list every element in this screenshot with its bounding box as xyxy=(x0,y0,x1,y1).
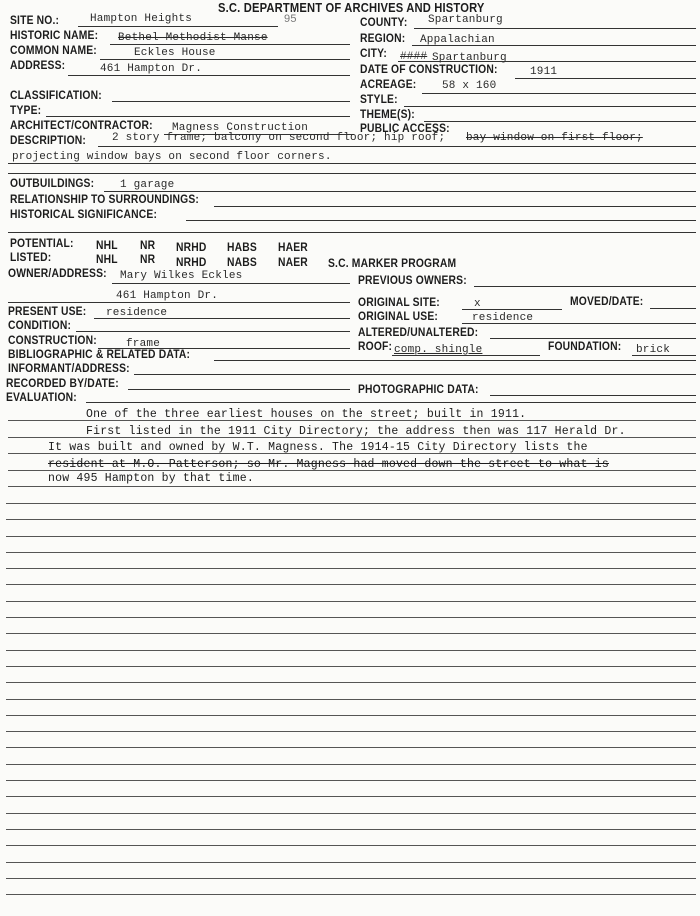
address-line xyxy=(68,75,350,76)
date-construction-value: 1911 xyxy=(530,66,558,78)
relationship-label: RELATIONSHIP TO SURROUNDINGS: xyxy=(10,192,200,206)
foundation-value: brick xyxy=(636,344,671,356)
ruled-line xyxy=(6,536,696,537)
evaluation-text-line-5: now 495 Hampton by that time. xyxy=(48,472,254,485)
handwritten-note: 95 xyxy=(284,13,297,25)
site-no-value: Hampton Heights xyxy=(90,13,193,25)
listed-nrhd: NRHD xyxy=(176,255,207,269)
page-title: S.C. DEPARTMENT OF ARCHIVES AND HISTORY xyxy=(218,0,485,15)
description-line-2: projecting window bays on second floor corners. xyxy=(12,151,332,163)
region-line xyxy=(412,45,696,46)
description-line-1-struck: bay window on first floor; xyxy=(466,132,643,144)
ruled-line xyxy=(8,453,696,454)
region-value: Appalachian xyxy=(420,34,495,46)
evaluation-line xyxy=(86,402,696,403)
ruled-line xyxy=(6,731,696,732)
historical-significance-label: HISTORICAL SIGNIFICANCE: xyxy=(10,207,158,221)
ruled-line xyxy=(6,552,696,553)
acreage-line xyxy=(422,93,696,94)
bibliographic-label: BIBLIOGRAPHIC & RELATED DATA: xyxy=(8,347,191,361)
roof-line xyxy=(392,355,540,356)
original-use-line xyxy=(462,323,696,324)
ruled-line xyxy=(6,780,696,781)
date-construction-label: DATE OF CONSTRUCTION: xyxy=(360,62,498,76)
relationship-line xyxy=(214,206,696,207)
ruled-line xyxy=(6,568,696,569)
evaluation-text-line-3: It was built and owned by W.T. Magness. The 1914-15 City Directory lists the xyxy=(48,441,588,454)
architect-label: ARCHITECT/CONTRACTOR: xyxy=(10,118,153,132)
county-line xyxy=(414,28,696,29)
original-use-value: residence xyxy=(472,312,534,324)
acreage-label: ACREAGE: xyxy=(360,77,417,91)
potential-haer: HAER xyxy=(278,240,308,254)
roof-label: ROOF: xyxy=(358,339,393,353)
significance-line-2 xyxy=(8,232,696,233)
listed-nhl: NHL xyxy=(96,252,118,266)
present-use-value: residence xyxy=(106,307,168,319)
ruled-line xyxy=(8,486,696,487)
ruled-line xyxy=(6,699,696,700)
ruled-line xyxy=(8,470,696,471)
ruled-line xyxy=(6,650,696,651)
historic-name-label: HISTORIC NAME: xyxy=(10,28,99,42)
present-use-label: PRESENT USE: xyxy=(8,304,87,318)
condition-label: CONDITION: xyxy=(8,318,72,332)
recorded-by-line xyxy=(128,389,350,390)
ruled-line xyxy=(8,437,696,438)
type-label: TYPE: xyxy=(10,103,42,117)
ruled-line xyxy=(6,747,696,748)
marker-program-label: S.C. MARKER PROGRAM xyxy=(328,256,457,270)
outbuildings-value: 1 garage xyxy=(120,179,175,191)
photographic-line xyxy=(490,395,696,396)
listed-nr: NR xyxy=(140,252,156,266)
city-label: CITY: xyxy=(360,46,388,60)
owner-value-1: Mary Wilkes Eckles xyxy=(120,270,243,282)
city-struck-value: #### xyxy=(400,51,428,63)
condition-line xyxy=(76,331,350,332)
listed-naer: NAER xyxy=(278,255,308,269)
ruled-line xyxy=(6,666,696,667)
ruled-line xyxy=(6,584,696,585)
ruled-line xyxy=(8,420,696,421)
ruled-line xyxy=(6,845,696,846)
ruled-line xyxy=(6,601,696,602)
photographic-label: PHOTOGRAPHIC DATA: xyxy=(358,382,479,396)
owner-line-2 xyxy=(8,302,350,303)
foundation-label: FOUNDATION: xyxy=(548,339,622,353)
original-use-label: ORIGINAL USE: xyxy=(358,309,439,323)
description-line-1: 2 story frame; balcony on second floor; hip roof; xyxy=(112,132,446,144)
foundation-line xyxy=(632,355,696,356)
potential-nrhd: NRHD xyxy=(176,240,207,254)
county-value: Spartanburg xyxy=(428,14,503,26)
previous-owners-line xyxy=(474,286,696,287)
owner-line-1 xyxy=(112,283,350,284)
address-value: 461 Hampton Dr. xyxy=(100,63,203,75)
region-label: REGION: xyxy=(360,31,406,45)
classification-line xyxy=(112,101,350,102)
type-line xyxy=(46,116,350,117)
evaluation-text-line-2: First listed in the 1911 City Directory; the address then was 117 Herald Dr. xyxy=(86,425,626,438)
historic-name-line xyxy=(110,44,350,45)
original-site-line xyxy=(462,309,562,310)
potential-nhl: NHL xyxy=(96,238,118,252)
date-construction-line xyxy=(515,78,696,79)
previous-owners-label: PREVIOUS OWNERS: xyxy=(358,273,467,287)
evaluation-label: EVALUATION: xyxy=(6,390,77,404)
ruled-line xyxy=(6,894,696,895)
recorded-by-label: RECORDED BY/DATE: xyxy=(6,376,119,390)
county-label: COUNTY: xyxy=(360,15,408,29)
bibliographic-line xyxy=(214,360,696,361)
evaluation-text-line-1: One of the three earliest houses on the street; built in 1911. xyxy=(86,408,527,421)
style-label: STYLE: xyxy=(360,92,398,106)
potential-nr: NR xyxy=(140,238,156,252)
description-line-2-rule xyxy=(8,163,696,164)
potential-label: POTENTIAL: xyxy=(10,236,74,250)
ruled-line xyxy=(6,813,696,814)
theme-line xyxy=(424,121,696,122)
classification-label: CLASSIFICATION: xyxy=(10,88,102,102)
architect-value: Magness Construction xyxy=(172,122,309,134)
evaluation-text-line-4: resident at M.O. Patterson; so Mr. Magness had moved down the street to what is xyxy=(48,458,609,471)
roof-value: comp. shingle xyxy=(394,344,483,356)
ruled-line xyxy=(6,682,696,683)
informant-label: INFORMANT/ADDRESS: xyxy=(8,361,130,375)
altered-label: ALTERED/UNALTERED: xyxy=(358,325,479,339)
moved-date-line xyxy=(650,308,696,309)
historical-significance-line xyxy=(186,220,696,221)
ruled-line xyxy=(6,503,696,504)
owner-value-2: 461 Hampton Dr. xyxy=(116,290,219,302)
common-name-label: COMMON NAME: xyxy=(10,43,97,57)
theme-label: THEME(S): xyxy=(360,107,415,121)
description-line xyxy=(98,146,696,147)
ruled-line xyxy=(6,878,696,879)
ruled-line xyxy=(6,796,696,797)
ruled-line xyxy=(6,617,696,618)
common-name-value: Eckles House xyxy=(134,47,216,59)
outbuildings-label: OUTBUILDINGS: xyxy=(10,176,95,190)
ruled-line xyxy=(6,633,696,634)
section-divider xyxy=(8,173,696,174)
moved-date-label: MOVED/DATE: xyxy=(570,294,644,308)
city-value: Spartanburg xyxy=(432,52,507,64)
site-no-label: SITE NO.: xyxy=(10,13,60,27)
acreage-value: 58 x 160 xyxy=(442,80,497,92)
address-label: ADDRESS: xyxy=(10,58,66,72)
ruled-line xyxy=(6,764,696,765)
listed-nabs: NABS xyxy=(227,255,257,269)
style-line xyxy=(404,106,696,107)
listed-label: LISTED: xyxy=(10,250,52,264)
ruled-line xyxy=(6,829,696,830)
common-name-line xyxy=(100,59,350,60)
ruled-line xyxy=(6,715,696,716)
site-no-line xyxy=(78,26,278,27)
historic-name-value: Bethel Methodist Manse xyxy=(118,32,268,44)
owner-address-label: OWNER/ADDRESS: xyxy=(8,266,107,280)
description-label: DESCRIPTION: xyxy=(10,133,87,147)
construction-label: CONSTRUCTION: xyxy=(8,333,97,347)
original-site-label: ORIGINAL SITE: xyxy=(358,295,440,309)
informant-line xyxy=(134,374,696,375)
construction-value: frame xyxy=(126,338,161,350)
potential-habs: HABS xyxy=(227,240,257,254)
original-site-value: x xyxy=(474,298,481,310)
present-use-line xyxy=(94,318,350,319)
ruled-line xyxy=(6,862,696,863)
ruled-line xyxy=(6,519,696,520)
public-access-label: PUBLIC ACCESS: xyxy=(360,121,450,135)
